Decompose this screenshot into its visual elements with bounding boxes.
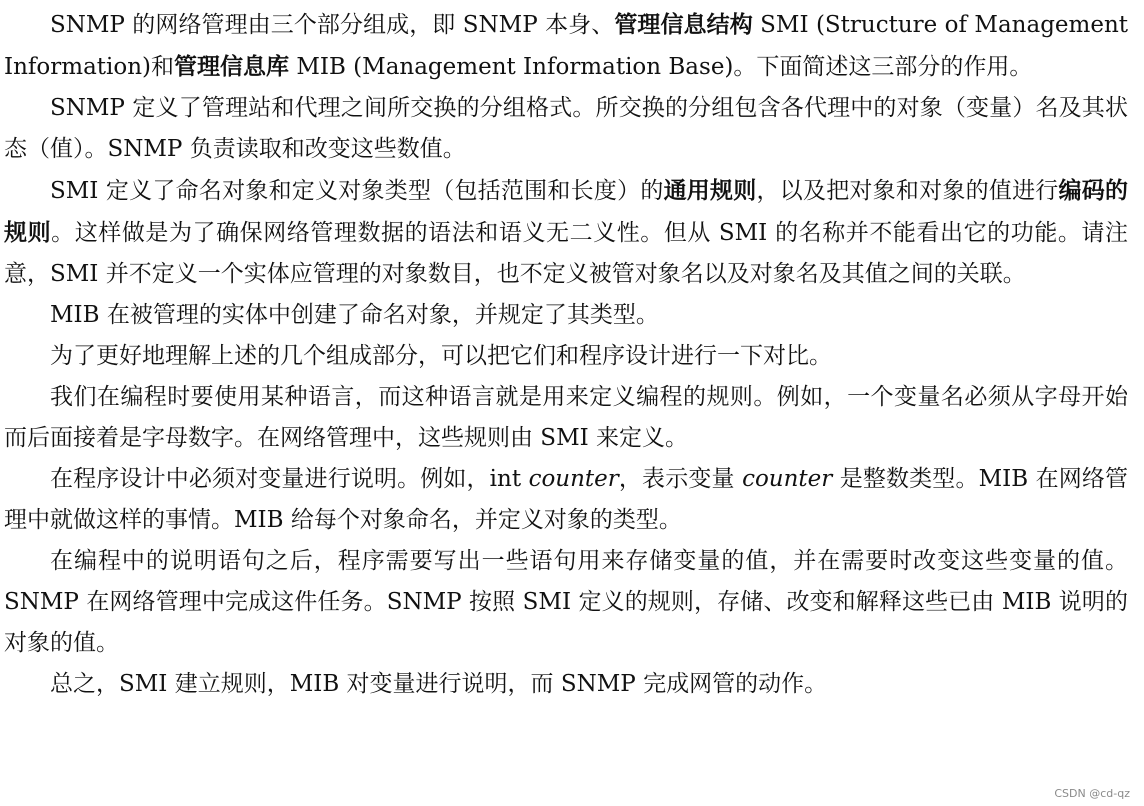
text-run: 在程序设计中必须对变量进行说明。例如，int (50, 466, 529, 492)
paragraph-comparison (4, 336, 1128, 377)
paragraph-declaration (4, 459, 1128, 541)
italic-identifier: counter (528, 466, 619, 492)
text-run: MIB (Management Information Base)。下面简述这三部分的作用。 (289, 54, 1033, 80)
text-run: 总之，SMI 建立规则，MIB 对变量进行说明，而 SNMP 完成网管的动作。 (50, 671, 828, 697)
bold-term: 通用规则 (663, 177, 757, 204)
paragraph-mib (4, 295, 1128, 336)
text-run: 。这样做是为了确保网络管理数据的语法和语义无二义性。但从 SMI 的名称并不能看出它的功能。请注意，SMI 并不定义一个实体应管理的对象数目，也不定义被管对象名以及对象名及其值之间的关联。 (4, 220, 1129, 287)
text-run: ，以及把对象和对象的值进行 (756, 178, 1059, 204)
bold-term: 管理信息结构 (614, 11, 753, 38)
text-run: SMI (Structure of Management Information)和 (4, 12, 1129, 80)
paragraph-smi (4, 170, 1128, 295)
paragraph-snmp (4, 88, 1128, 170)
text-run: 我们在编程时要使用某种语言，而这种语言就是用来定义编程的规则。例如，一个变量名必须从字母开始而后面接着是字母数字。在网络管理中，这些规则由 SMI 来定义。 (4, 384, 1128, 451)
text-run: 在编程中的说明语句之后，程序需要写出一些语句用来存储变量的值，并在需要时改变这些变量的值。SNMP 在网络管理中完成这件任务。SNMP 按照 SMI 定义的规则，存储、改变和解释这些已由 MIB 说明的对象的值。 (4, 548, 1128, 656)
text-run: SNMP 定义了管理站和代理之间所交换的分组格式。所交换的分组包含各代理中的对象（变量）名及其状态（值）。SNMP 负责读取和改变这些数值。 (4, 95, 1128, 162)
text-run: 是整数类型。MIB 在网络管理中就做这样的事情。MIB 给每个对象命名，并定义对象的类型。 (4, 466, 1128, 533)
bold-term: 编码的规则 (4, 177, 1129, 246)
text-run: SMI 定义了命名对象和定义对象类型（包括范围和长度）的 (50, 178, 664, 204)
paragraph-intro (4, 4, 1128, 88)
text-run: 为了更好地理解上述的几个组成部分，可以把它们和程序设计进行一下对比。 (50, 343, 832, 369)
paragraph-language (4, 377, 1128, 459)
document-page (4, 4, 1128, 705)
document-body (4, 4, 1128, 705)
text-run: ，表示变量 (618, 466, 743, 492)
text-run: MIB 在被管理的实体中创建了命名对象，并规定了其类型。 (50, 302, 659, 328)
paragraph-summary (4, 664, 1128, 705)
text-run: SNMP 的网络管理由三个部分组成，即 SNMP 本身、 (50, 12, 615, 38)
csdn-watermark: CSDN @cd-qz (1054, 787, 1130, 800)
paragraph-statements (4, 541, 1128, 664)
italic-identifier: counter (742, 466, 833, 492)
bold-term: 管理信息库 (174, 53, 290, 80)
